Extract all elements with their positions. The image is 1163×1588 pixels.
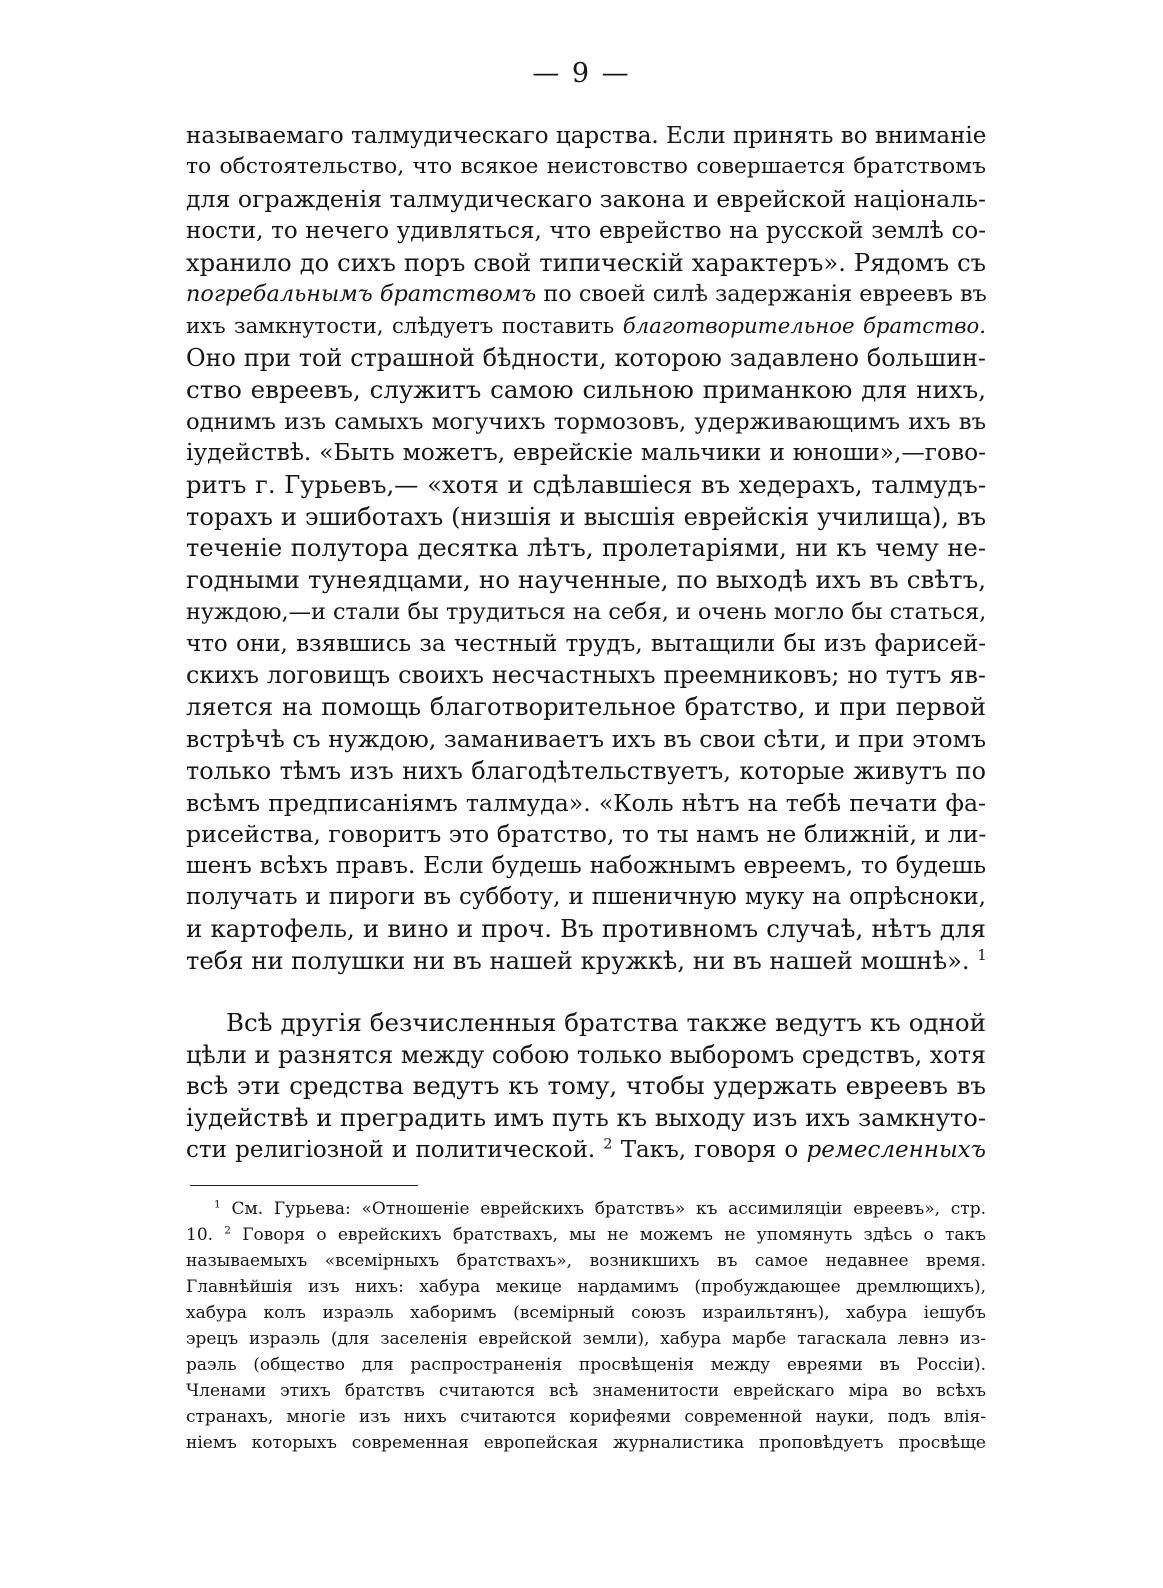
line-text: Такъ, говоря о [612, 1137, 807, 1163]
body-line: ности, то нечего удивляться, что еврейство на русской землѣ со- [186, 218, 986, 244]
line-text: 10. [186, 1225, 225, 1245]
body-line: и картофель, и вино и проч. Въ противномъ случаѣ, нѣтъ для [186, 914, 986, 943]
italic-phrase: благотворительное братство. [622, 313, 987, 338]
footnote-line [214, 1196, 986, 1222]
body-line: годными тунеядцами, но наученные, по выходѣ ихъ въ свѣтъ, [186, 565, 986, 594]
body-line: скихъ логовищъ своихъ несчастныхъ преемниковъ; но тутъ яв- [186, 661, 986, 689]
body-line: ство евреевъ, служитъ самою сильною приманкою для нихъ, [186, 375, 986, 404]
body-line: ритъ г. Гурьевъ,— «хотя и сдѣлавшіеся въ хедерахъ, талмудъ- [186, 471, 986, 499]
footnote-line: Главнѣйшія изъ нихъ: хабура мекице нардамимъ (пробуждающее дремлющихъ), [186, 1277, 986, 1297]
line-text: по своей силѣ задержанія евреевъ въ [536, 281, 987, 307]
body-line: однимъ изъ самыхъ могучихъ тормозовъ, удерживающимъ ихъ въ [186, 409, 986, 435]
body-line: іудействѣ. «Быть можетъ, еврейскіе мальчики и юноши»,—гово- [186, 439, 986, 466]
body-line: іудействѣ и преградить имъ путь къ выходу изъ ихъ замкнуто- [186, 1104, 986, 1132]
italic-phrase: погребальнымъ братствомъ [186, 281, 537, 307]
body-line: рисейства, говоритъ это братство, то ты намъ не ближній, и ли- [186, 820, 987, 848]
line-text: сти религіозной и политической. [186, 1137, 604, 1163]
page-number: — 9 — [532, 58, 631, 89]
footnote-line: раэль (общество для распространенія просвѣщенія между евреями въ Россіи). [186, 1355, 986, 1375]
body-line: встрѣчѣ съ нуждою, заманиваетъ ихъ въ свои сѣти, и при этомъ [186, 725, 986, 753]
footnote-line: ніемъ которыхъ современная европейская журналистика проповѣдуетъ просвѣще [186, 1433, 986, 1453]
line-text: ихъ замкнутости, слѣдуетъ поставить [186, 313, 623, 338]
body-line: всѣмъ предписаніямъ талмуда». «Коль нѣтъ на тебѣ печати фа- [186, 789, 986, 817]
line-text: тебя ни полушки ни въ нашей кружкѣ, ни въ нашей мошнѣ». [186, 947, 978, 975]
body-line: Оно при той страшной бѣдности, которою задавлено большин- [186, 344, 986, 372]
body-line: теченіе полутора десятка лѣтъ, пролетаріями, ни къ чему не- [186, 534, 986, 562]
footnote-line: называемыхъ «всемірныхъ братствахъ», возникшихъ въ самое недавнее время. [186, 1251, 986, 1271]
body-line: всѣ эти средства ведутъ къ тому, чтобы удержать евреевъ въ [186, 1071, 986, 1100]
body-line: называемаго талмудическаго царства. Если принять во вниманіе [186, 123, 987, 149]
line-text: Говоря о еврейскихъ братствахъ, мы не можемъ не упомянуть здѣсь о такъ [230, 1225, 986, 1245]
body-line: торахъ и эшиботахъ (низшія и высшія еврейскія училища), въ [186, 503, 986, 531]
footnote-line: Членами этихъ братствъ считаются всѣ знаменитости еврейскаго міра во всѣхъ [186, 1381, 986, 1401]
body-line: хранило до сихъ поръ свой типическій характеръ». Рядомъ съ [186, 249, 986, 277]
italic-phrase: ремесленныхъ [806, 1137, 986, 1163]
body-line: только тѣмъ изъ нихъ благодѣтельствуетъ, которые живутъ по [186, 757, 986, 785]
body-line: то обстоятельство, что всякое неистовство совершается братствомъ [186, 154, 986, 179]
body-line: ляется на помощь благотворительное братство, и при первой [186, 693, 986, 721]
body-line: для огражденія талмудическаго закона и еврейской національ- [186, 185, 986, 213]
footnote-line [186, 1222, 986, 1248]
body-line: что они, взявшись за честный трудъ, вытащили бы изъ фарисей- [186, 631, 986, 657]
footnote-ref: 1 [977, 946, 987, 964]
footnote-line: эрецъ израэль (для заселенія еврейской земли), хабура марбе тагаскала левнэ из- [186, 1329, 986, 1349]
footnote-marker: 2 [224, 1224, 231, 1237]
body-line [186, 1135, 986, 1165]
body-line [186, 311, 986, 341]
body-line: цѣли и разнятся между собою только выборомъ средствъ, хотя [186, 1041, 986, 1069]
footnote-line: хабура колъ израэль хаборимъ (всемірный союзъ израильтянъ), хабура іешубъ [186, 1303, 986, 1323]
body-line: нуждою,—и стали бы трудиться на себя, и очень могло бы статься, [186, 599, 987, 625]
line-text: См. Гурьева: «Отношеніе еврейскихъ братствъ» къ ассимиляціи евреевъ», стр. [220, 1199, 986, 1219]
body-line: шенъ всѣхъ правъ. Если будешь набожнымъ евреемъ, то будешь [186, 852, 986, 879]
footnote-marker: 1 [214, 1198, 221, 1211]
footnote-divider [190, 1185, 418, 1186]
body-line [186, 946, 986, 976]
body-line [186, 279, 986, 309]
body-line: получать и пироги въ субботу, и пшеничную муку на опрѣсноки, [186, 884, 986, 910]
footnote-ref: 2 [603, 1136, 613, 1153]
body-line: Всѣ другія безчисленныя братства также ведутъ къ одной [226, 1008, 986, 1037]
footnote-line: странахъ, многіе изъ нихъ считаются корифеями современной науки, подъ влія- [186, 1407, 986, 1427]
